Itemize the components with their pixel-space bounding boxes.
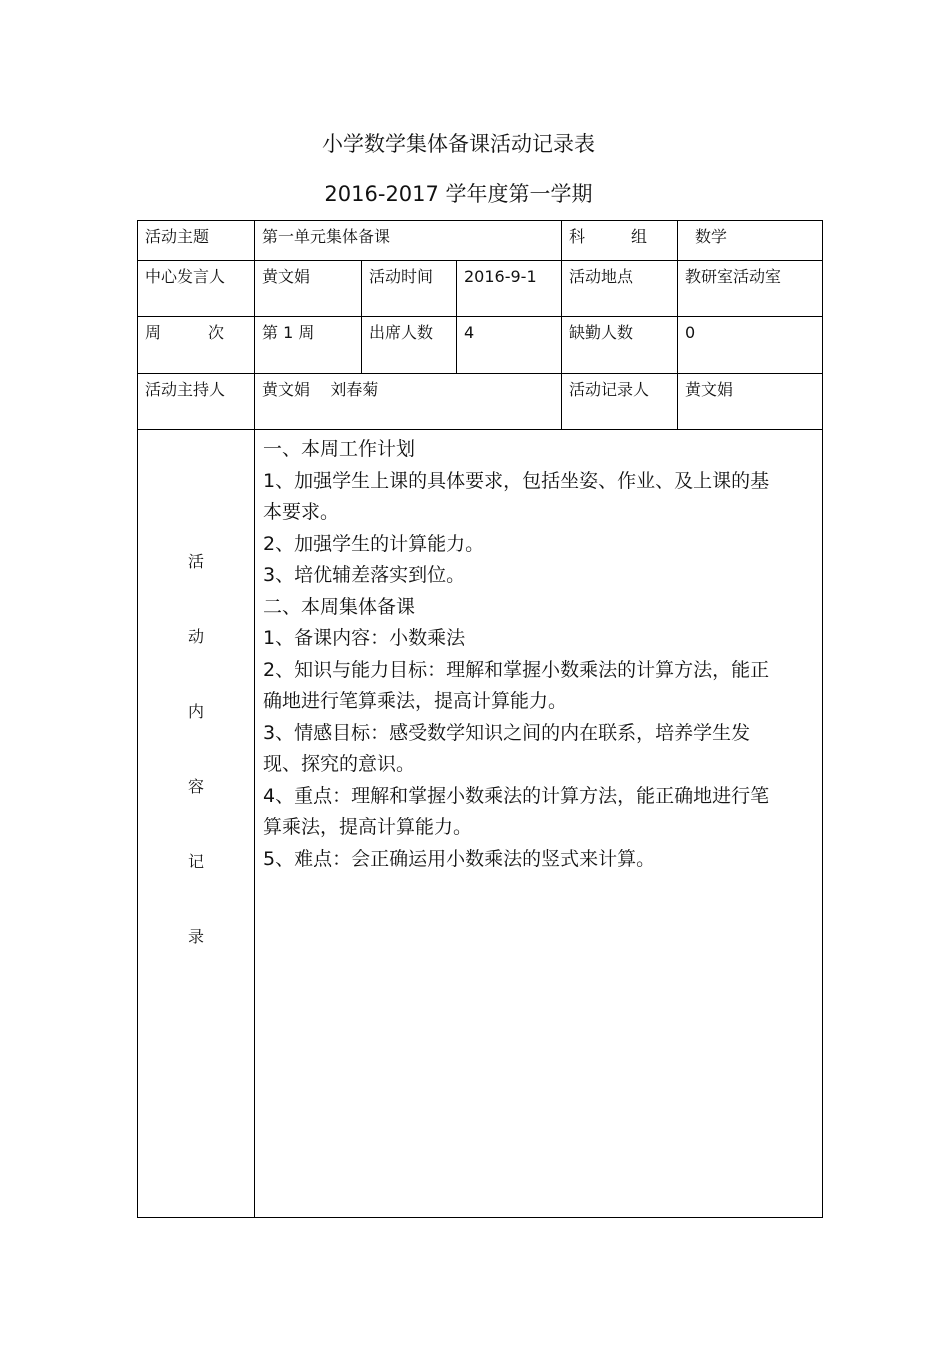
record-label-char: 动 [187,627,204,646]
table-row [138,430,823,1218]
record-label-char: 活 [187,552,204,571]
record-vertical-label [138,430,254,1002]
absence-label-cell [562,317,678,374]
record-line: 3、培优辅差落实到位。 [263,564,466,586]
host-value: 黄文娟 刘春菊 [262,380,379,399]
table-row [138,317,823,374]
week-label [138,317,254,343]
record-line: 1、备课内容：小数乘法 [263,627,466,649]
record-line: 一、本周工作计划 [263,438,416,460]
record-line: 2、加强学生的计算能力。 [263,532,485,555]
topic-value: 第一单元集体备课 [262,227,391,246]
speaker-value: 黄文娟 [262,267,311,286]
record-line: 5、难点：会正确运用小数乘法的竖式来计算。 [263,847,656,870]
record-content [255,430,822,875]
subject-label [562,221,677,247]
record-label-char: 记 [187,852,204,871]
recorder-label-cell [562,374,678,430]
host-value-cell [255,374,562,430]
absence-value-cell [678,317,823,374]
week-label-char-2: 次 [207,323,224,342]
absence-value: 0 [685,323,696,342]
table-row [138,261,823,317]
record-label-cell [138,430,255,1218]
place-label: 活动地点 [569,267,634,286]
page-title: 小学数学集体备课活动记录表 [322,132,595,156]
record-line: 二、本周集体备课 [263,595,416,618]
recorder-value-cell [678,374,823,430]
place-value-cell [678,261,823,317]
record-label-char: 内 [187,702,204,721]
topic-value-cell [255,221,562,261]
attendance-label-cell [362,317,457,374]
place-value: 教研室活动室 [685,267,782,286]
attendance-value: 4 [464,323,475,342]
week-value-cell [255,317,362,374]
record-label-char: 录 [187,927,204,946]
time-value-cell [457,261,562,317]
record-content-cell [255,430,823,1218]
page-subtitle: 2016-2017 学年度第一学期 [324,182,593,206]
host-label-cell [138,374,255,430]
place-label-cell [562,261,678,317]
table-row [138,374,823,430]
subject-label-cell [562,221,678,261]
table-row [138,221,823,261]
record-label-char: 容 [187,777,204,796]
attendance-value-cell [457,317,562,374]
host-label: 活动主持人 [145,380,226,399]
topic-label-cell [138,221,255,261]
record-line: 3、情感目标：感受数学知识之间的内在联系，培养学生发现、探究的意识。 [263,721,751,775]
attendance-label: 出席人数 [369,323,434,342]
time-label-cell [362,261,457,317]
time-value: 2016-9-1 [464,267,537,286]
subject-value-cell [678,221,823,261]
speaker-label: 中心发言人 [145,267,226,286]
subject-label-char-1: 科 [569,227,586,246]
record-line: 1、加强学生上课的具体要求，包括坐姿、作业、及上课的基本要求。 [263,469,770,523]
record-line: 2、知识与能力目标：理解和掌握小数乘法的计算方法，能正确地进行笔算乘法，提高计算能力。 [263,658,770,712]
subject-value: 数学 [695,227,728,246]
topic-label: 活动主题 [145,227,210,246]
week-label-cell [138,317,255,374]
speaker-label-cell [138,261,255,317]
week-value: 第 1 周 [262,323,315,342]
time-label: 活动时间 [369,267,434,286]
week-label-char-1: 周 [145,323,162,342]
record-line: 4、重点：理解和掌握小数乘法的计算方法，能正确地进行笔算乘法，提高计算能力。 [263,784,770,838]
record-table [137,220,823,1218]
recorder-value: 黄文娟 [685,380,734,399]
absence-label: 缺勤人数 [569,323,634,342]
speaker-value-cell [255,261,362,317]
subject-label-char-2: 组 [631,227,648,246]
recorder-label: 活动记录人 [569,380,650,399]
